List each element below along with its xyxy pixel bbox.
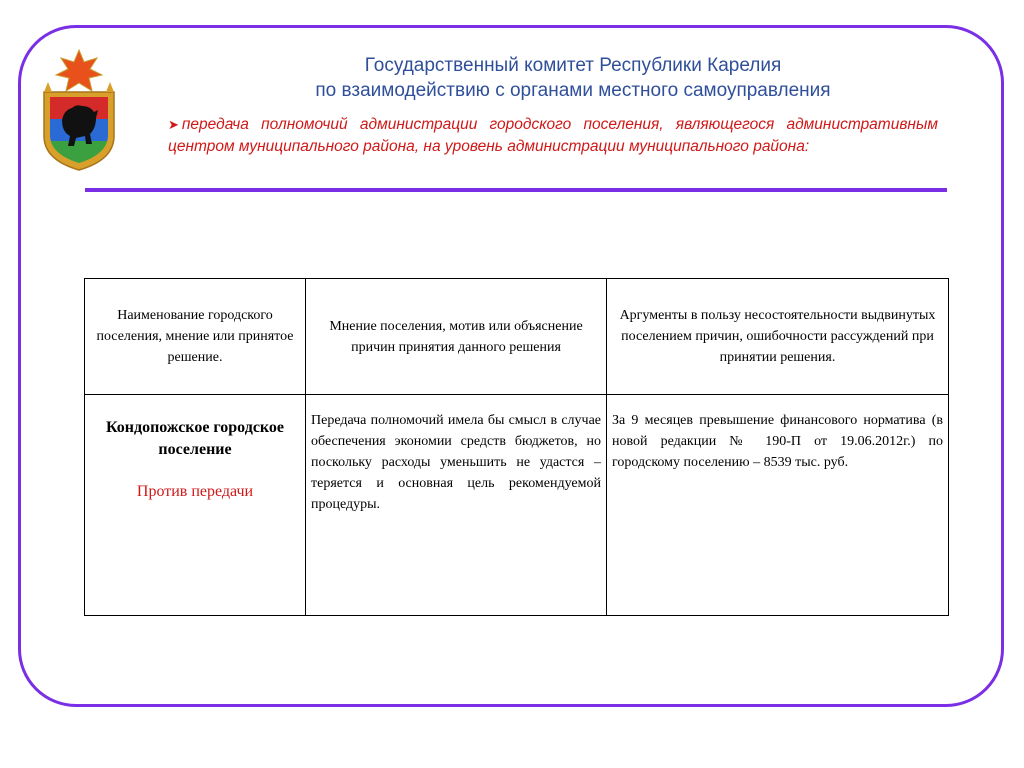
opinion-cell: Передача полномочий имела бы смысл в случае обеспечения экономии средств бюджетов, но поскольку расходы уменьшить не удастся – теряется и основная цель рекомендуемой процедуры. [306,395,607,616]
table-header-row [85,279,949,395]
table-row [85,395,949,616]
page-title [150,53,996,103]
decision-table [84,278,949,616]
subtitle-text: передача полномочий администрации городского поселения, являющегося административным центром муниципального района, на уровень администрации муниципального района: [168,116,938,155]
settlement-decision: Против передачи [136,483,254,500]
slide-subtitle [168,114,938,158]
title-line-2: по взаимодействию с органами местного самоуправления [315,80,831,101]
header-settlement: Наименование городского поселения, мнение или принятое решение. [85,279,306,395]
settlement-name: Кондопожское городское поселение [105,419,285,458]
header-arguments: Аргументы в пользу несостоятельности выдвинутых поселением причин, ошибочности рассуждений при принятии решения. [607,279,949,395]
settlement-cell [85,395,306,616]
karelia-coat-of-arms-icon [40,48,118,172]
title-line-1: Государственный комитет Республики Карелия [364,55,782,76]
header-divider [85,188,947,192]
arrow-bullet-icon: ➤ [168,117,179,132]
header-opinion: Мнение поселения, мотив или объяснение причин принятия данного решения [306,279,607,395]
arguments-cell: За 9 месяцев превышение финансового норматива (в новой редакции № 190-П от 19.06.2012г.) по городскому поселению – 8539 тыс. руб. [607,395,949,616]
